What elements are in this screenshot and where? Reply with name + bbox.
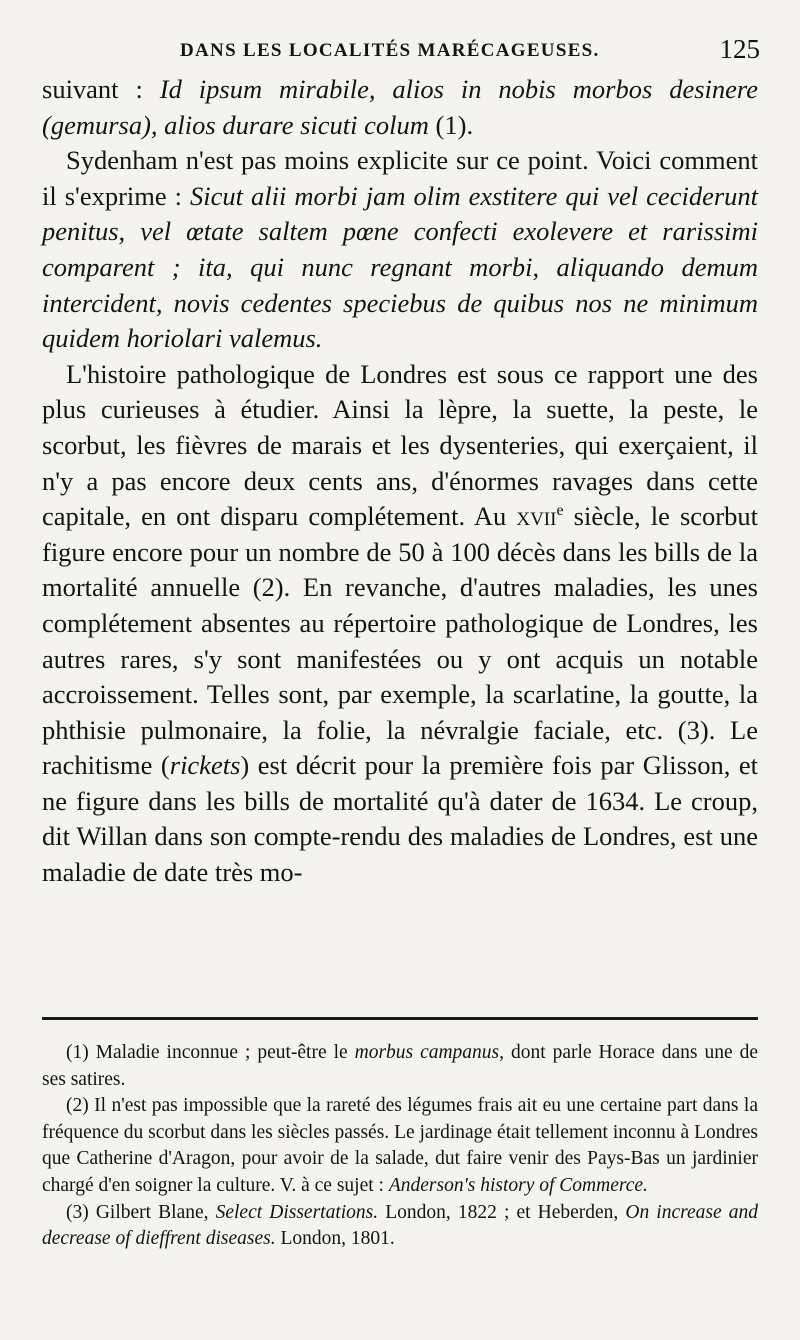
footnotes bbox=[42, 1040, 758, 1253]
text-run: siècle, le scorbut figure encore pour un nombre de 50 à 100 décès dans les bills de la mortalité annuelle (2). En revanche, d'autres maladies, les unes complétement absentes au répertoire pathologique de Londres, les autres rares, s'y sont manifestées ou y ont acquis un notable accroissement. Telles sont, par exemple, la scarlatine, la goutte, la phthisie pulmonaire, la folie, la névralgie faciale, etc. (3). Le rachitisme ( bbox=[42, 501, 758, 781]
footnote-2 bbox=[42, 1093, 758, 1199]
latin-quote: Id ipsum mirabile, alios in nobis morbos desinere (gemursa), alios durare sicuti colum bbox=[42, 74, 758, 140]
footnote-divider bbox=[42, 1017, 758, 1020]
text-run: ) est décrit pour la première fois par Glisson, et ne figure dans les bills de mortalité qu'à dater de 1634. Le croup, dit Willan dans son compte-rendu des maladies de Londres, est une maladie de date très mo- bbox=[42, 750, 758, 888]
footnote-ref: (1). bbox=[428, 109, 474, 140]
text-run: (1) Maladie inconnue ; peut-être le bbox=[66, 1042, 355, 1063]
citation-title: Select Dissertations. bbox=[215, 1201, 379, 1223]
text-run: suivant : bbox=[42, 74, 160, 104]
text-run: (3) Gilbert Blane, bbox=[66, 1201, 216, 1223]
text-run: (2) Il n'est pas impossible que la rareté des légumes frais ait eu une certaine part dans la fréquence du scorbut dans les siècles passés. Le jardinage était tellement inconnu à Londres que Catherine d'Aragon, pour avoir de la salade, dut faire venir des Pays-Bas un jardinier chargé d'en soigner la culture. V. à ce sujet : bbox=[42, 1095, 758, 1196]
main-text bbox=[42, 72, 758, 891]
paragraph-sydenham bbox=[42, 143, 758, 357]
italic-term: morbus campanus, bbox=[354, 1042, 505, 1063]
italic-term: rickets bbox=[169, 750, 241, 781]
text-run: London, 1801. bbox=[275, 1228, 395, 1250]
footnote-1 bbox=[42, 1040, 758, 1093]
page-header bbox=[42, 36, 760, 70]
latin-quote: Sicut alii morbi jam olim exstitere qui vel ceciderunt penitus, vel œtate saltem pœne confecti exolevere et rarissimi comparent ; ita, qui nunc regnant morbi, aliquando demum intercident, novis cedentes speciebus de quibus nos ne minimum quidem horiolari valemus. bbox=[42, 180, 759, 354]
paragraph-continuation bbox=[42, 72, 758, 143]
page-number: 125 bbox=[719, 34, 760, 64]
text-run: dont parle Horace dans une de ses satires. bbox=[42, 1042, 758, 1090]
text-run: Sydenham n'est pas moins explicite sur ce point. Voici comment il s'exprime : bbox=[42, 145, 758, 211]
century-numeral: xvii bbox=[516, 501, 557, 532]
text-run: L'histoire pathologique de Londres est sous ce rapport une des plus curieuses à étudier. Ainsi la lèpre, la suette, la peste, le scorbut, les fièvres de marais et les dysenteries, qui exerçaient, il n'y a pas encore deux cents ans, d'énormes ravages dans cette capitale, en ont disparu complétement. Au bbox=[42, 358, 758, 532]
footnote-3 bbox=[42, 1200, 758, 1253]
text-run: London, 1822 ; et Heberden, bbox=[378, 1201, 626, 1223]
century-superscript: e bbox=[556, 502, 564, 520]
running-head: DANS LES LOCALITÉS MARÉCAGEUSES. bbox=[180, 40, 600, 61]
citation-title: On increase and decrease of dieffrent diseases. bbox=[42, 1201, 758, 1250]
paragraph-london-history bbox=[42, 357, 758, 891]
citation-title: Anderson's history of Commerce. bbox=[388, 1174, 648, 1196]
